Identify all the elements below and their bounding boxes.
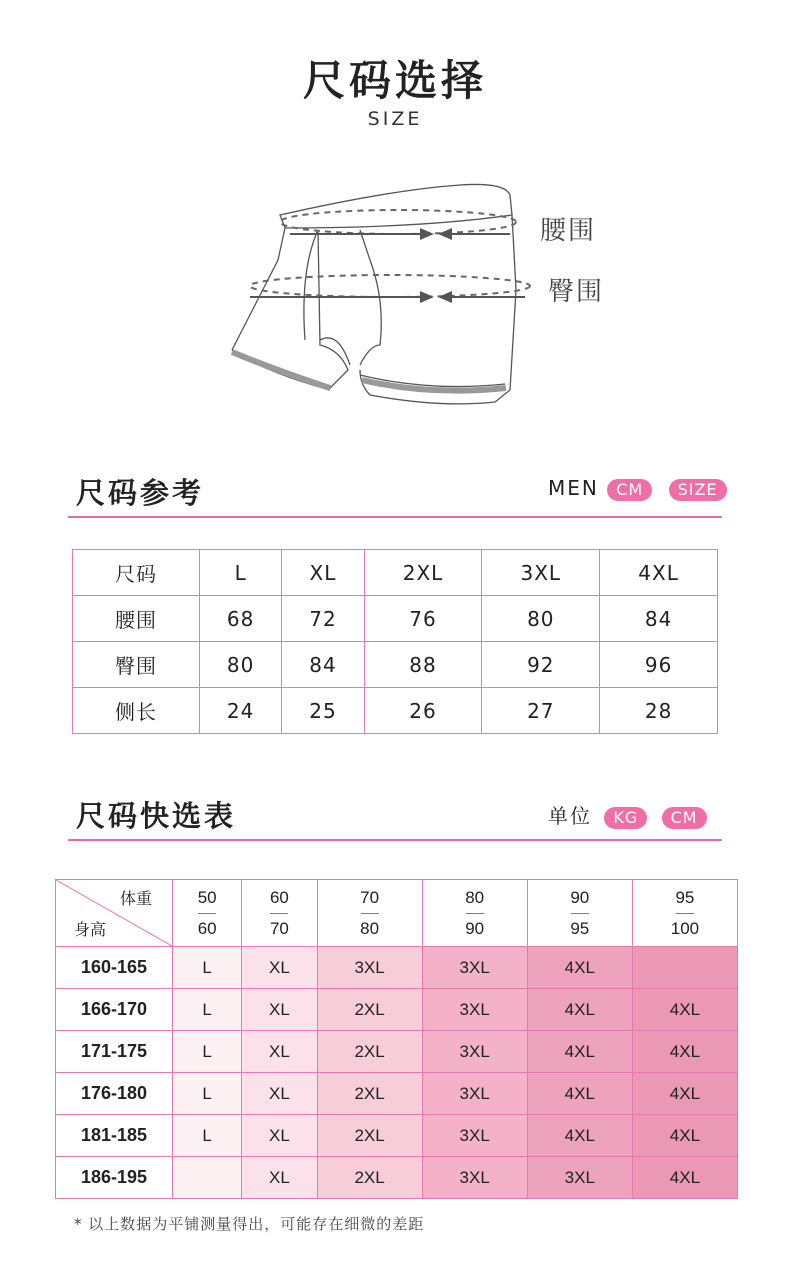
size-cell: 3XL — [422, 1115, 527, 1157]
hip-label: 臀围 — [548, 277, 605, 307]
table-cell: 4XL — [600, 550, 718, 596]
weight-header: 50 60 — [173, 880, 242, 947]
table-cell: 72 — [282, 596, 364, 642]
size-cell: 2XL — [317, 1115, 422, 1157]
table-row — [56, 1073, 738, 1115]
page-subtitle: SIZE — [367, 108, 423, 130]
size-cell: 4XL — [527, 1031, 632, 1073]
cm-pill: CM — [662, 807, 707, 829]
size-cell: 3XL — [422, 1031, 527, 1073]
size-cell: L — [173, 989, 242, 1031]
size-cell: 4XL — [632, 1031, 737, 1073]
size-cell: L — [173, 1031, 242, 1073]
table-header-row — [73, 550, 718, 596]
size-cell: XL — [242, 1031, 317, 1073]
height-range-cell: 166-170 — [56, 989, 173, 1031]
table-row — [56, 947, 738, 989]
weight-header: 70 80 — [317, 880, 422, 947]
size-cell: XL — [242, 947, 317, 989]
table-row — [73, 596, 718, 642]
size-cell: 4XL — [632, 989, 737, 1031]
height-range-cell: 181-185 — [56, 1115, 173, 1157]
height-range-cell: 186-195 — [56, 1157, 173, 1199]
size-cell — [632, 947, 737, 989]
table-row — [56, 1031, 738, 1073]
size-cell: 4XL — [527, 947, 632, 989]
size-cell: 3XL — [527, 1157, 632, 1199]
size-cell: 3XL — [317, 947, 422, 989]
size-cell: 2XL — [317, 1073, 422, 1115]
size-cell: 4XL — [527, 989, 632, 1031]
section-divider — [68, 839, 722, 841]
size-cell: 2XL — [317, 1157, 422, 1199]
table-cell: 24 — [200, 688, 282, 734]
quick-select-title: 尺码快选表 — [76, 799, 237, 833]
size-cell: 4XL — [527, 1115, 632, 1157]
weight-header: 80 90 — [422, 880, 527, 947]
size-cell: 4XL — [527, 1073, 632, 1115]
size-pill: SIZE — [669, 479, 727, 501]
unit-label: 单位 — [548, 804, 592, 828]
size-cell: 4XL — [632, 1073, 737, 1115]
weight-axis-label: 体重 — [119, 891, 152, 908]
page-title: 尺码选择 — [302, 56, 487, 105]
table-cell: 3XL — [482, 550, 600, 596]
waist-label: 腰围 — [540, 216, 597, 246]
size-reference-table — [72, 549, 718, 734]
table-cell: 96 — [600, 642, 718, 688]
quick-select-tags — [548, 800, 707, 829]
height-range-cell: 171-175 — [56, 1031, 173, 1073]
size-cell: XL — [242, 989, 317, 1031]
weight-header: 90 95 — [527, 880, 632, 947]
table-cell: 腰围 — [73, 596, 200, 642]
table-cell: 侧长 — [73, 688, 200, 734]
size-ref-tags — [548, 476, 727, 501]
size-cell: L — [173, 947, 242, 989]
table-cell: 80 — [482, 596, 600, 642]
size-cell: 4XL — [632, 1115, 737, 1157]
size-cell: 3XL — [422, 989, 527, 1031]
size-cell: XL — [242, 1073, 317, 1115]
table-row — [73, 688, 718, 734]
table-cell: 尺码 — [73, 550, 200, 596]
table-cell: L — [200, 550, 282, 596]
size-cell: 3XL — [422, 947, 527, 989]
size-cell: 3XL — [422, 1073, 527, 1115]
kg-pill: KG — [604, 807, 647, 829]
quick-select-table — [55, 879, 738, 1199]
table-cell: 68 — [200, 596, 282, 642]
table-cell: 80 — [200, 642, 282, 688]
footnote: * 以上数据为平铺测量得出，可能存在细微的差距 — [74, 1215, 425, 1233]
table-header-row — [56, 880, 738, 947]
table-row — [56, 989, 738, 1031]
table-row — [73, 642, 718, 688]
table-cell: 27 — [482, 688, 600, 734]
size-cell: XL — [242, 1115, 317, 1157]
height-range-cell: 160-165 — [56, 947, 173, 989]
table-cell: 92 — [482, 642, 600, 688]
table-cell: 84 — [282, 642, 364, 688]
table-cell: 臀围 — [73, 642, 200, 688]
table-cell: 26 — [364, 688, 482, 734]
size-cell: 2XL — [317, 1031, 422, 1073]
corner-cell — [56, 880, 173, 947]
table-cell: 2XL — [364, 550, 482, 596]
table-row — [56, 1115, 738, 1157]
size-cell: L — [173, 1115, 242, 1157]
size-cell: 2XL — [317, 989, 422, 1031]
size-cell — [173, 1157, 242, 1199]
unit-pill: CM — [607, 479, 652, 501]
weight-header: 95 100 — [632, 880, 737, 947]
size-cell: 4XL — [632, 1157, 737, 1199]
men-label: MEN — [548, 476, 599, 500]
table-cell: 25 — [282, 688, 364, 734]
height-axis-label: 身高 — [74, 922, 107, 939]
table-cell: XL — [282, 550, 364, 596]
table-cell: 84 — [600, 596, 718, 642]
size-cell: L — [173, 1073, 242, 1115]
table-row — [56, 1157, 738, 1199]
weight-header: 60 70 — [242, 880, 317, 947]
table-cell: 88 — [364, 642, 482, 688]
table-cell: 28 — [600, 688, 718, 734]
height-range-cell: 176-180 — [56, 1073, 173, 1115]
size-cell: XL — [242, 1157, 317, 1199]
size-ref-title: 尺码参考 — [76, 476, 205, 510]
table-cell: 76 — [364, 596, 482, 642]
section-divider — [68, 516, 722, 518]
size-cell: 3XL — [422, 1157, 527, 1199]
